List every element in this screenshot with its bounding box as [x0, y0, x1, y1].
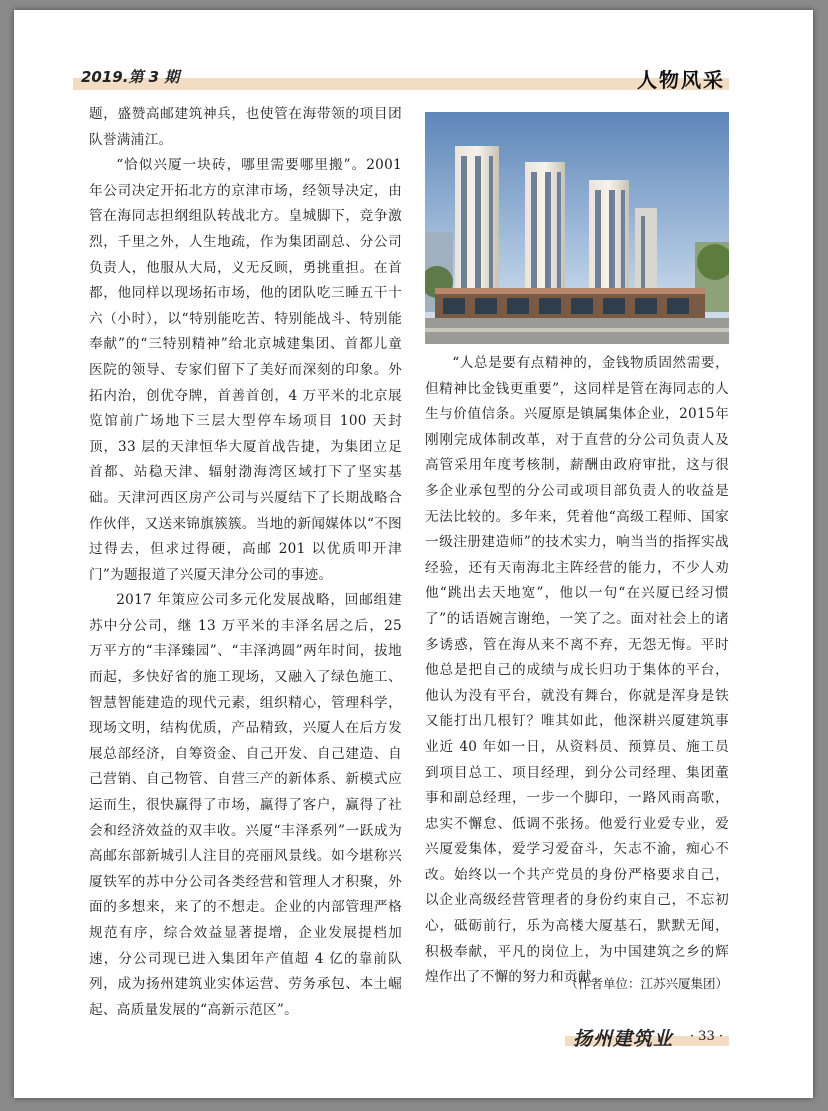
author-affiliation: （作者单位：江苏兴厦集团） [565, 976, 728, 991]
page-footer [565, 1024, 729, 1052]
paragraph: 题，盛赞高邮建筑神兵，也使管在海带领的项目团队誉满浦江。 [89, 106, 402, 148]
paragraph: 2017 年策应公司多元化发展战略，回邮组建苏中分公司，继 13 万平米的丰泽名居之后，25 万平方的“丰泽臻园”、“丰泽鸿圆”两年时间，拔地而起，多快好省的施工现场，又融入了绿色施工、智慧智能建造的现代元素，组织精心，管理科学，现场文明，结构优质，产品精致，兴厦人在后方发展总部经济，自筹资金、自己开发、自己建造、自己营销、自己物管、自营三产的新体系、新模式应运而生，很快赢得了市场，赢得了客户，赢得了社会和经济效益的双丰收。兴厦“丰泽系列”一跃成为高邮东部新城引人注目的亮丽风景线。如今堪称兴厦铁军的苏中分公司各类经营和管理人才积聚，外面的多想来，来了的不想走。企业的内部管理严格规范有序，综合效益显著提增，企业发展提档加速，分公司现已进入集团年产值超 4 亿的靠前队列，成为扬州建筑业实体运营、劳务承包、本土崛起、高质量发展的“高新示范区”。 [89, 592, 402, 1018]
issue-label: 2019.第 3 期 [81, 68, 180, 86]
section-title: 人物风采 [637, 68, 725, 92]
paragraph: “人总是要有点精神的，金钱物质固然需要，但精神比金钱更重要”，这同样是管在海同志的人生与价值信条。兴厦原是镇属集体企业，2015年刚刚完成体制改革，对于直营的分公司负责人及高管采用年度考核制，薪酬由政府审批，这与很多企业承包型的分公司或项目部负责人的收益是无法比较的。多年来，凭着他“高级工程师、国家一级注册建造师”的技术实力，响当当的指挥实战经验，还有天南海北主阵经营的能力，不少人劝他“跳出去天地宽”，他以一句“在兴厦已经习惯了”的话语婉言谢绝，一笑了之。面对社会上的诸多诱惑，管在海从来不离不弃，无怨无悔。平时他总是把自己的成绩与成长归功于集体的平台，他认为没有平台，就没有舞台，你就是浑身是铁又能打出几根钉？唯其如此，他深耕兴厦建筑事业近 40 年如一日，从资料员、预算员、施工员到项目总工、项目经理，到分公司经理、集团董事和副总经理，一步一个脚印，一路风雨高歌，忠实不懈怠、低调不张扬。他爱行业爱专业，爱兴厦爱集体，爱学习爱奋斗，矢志不渝，痴心不改。始终以一个共产党员的身份严格要求自己，以企业高级经营管理者的身份约束自己，不忘初心，砥砺前行，乐为高楼大厦基石，默默无闻，积极奉献，平凡的岗位上，为中国建筑之乡的辉煌作出了不懈的努力和贡献。 [425, 355, 729, 986]
page-header [73, 66, 729, 94]
paragraph: “恰似兴厦一块砖，哪里需要哪里搬”。2001年公司决定开拓北方的京津市场，经领导决定，由管在海同志担纲组队转战北方。皇城脚下，竞争激烈，千里之外，人生地疏，作为集团副总、分公司负责人，他服从大局，义无反顾，勇挑重担。在首都，他同样以现场拓市场，他的团队吃三睡五干十六（小时），以“特别能吃苦、特别能战斗、特别能奉献”的“三特别精神”给北京城建集团、首都儿童医院的领导、专家们留下了美好而深刻的印象。外拓内治，创优夺牌，首善首创，4 万平米的北京展览馆前广场地下三层大型停车场项目 100 天封顶，33 层的天津恒华大厦首战告捷，为集团立足首都、站稳天津、辐射渤海湾区域打下了坚实基础。天津河西区房产公司与兴厦结下了长期战略合作伙伴，又送来锦旗簇簇。当地的新闻媒体以“不图过得去，但求过得硬，高邮 201 以优质叩开津门”为题报道了兴厦天津分公司的事迹。 [89, 157, 402, 583]
page-number: · 33 · [689, 1029, 723, 1044]
magazine-logo: 扬州建筑业 [573, 1028, 674, 1050]
building-photo [425, 112, 729, 344]
right-column [425, 351, 729, 991]
left-column [89, 102, 402, 1023]
